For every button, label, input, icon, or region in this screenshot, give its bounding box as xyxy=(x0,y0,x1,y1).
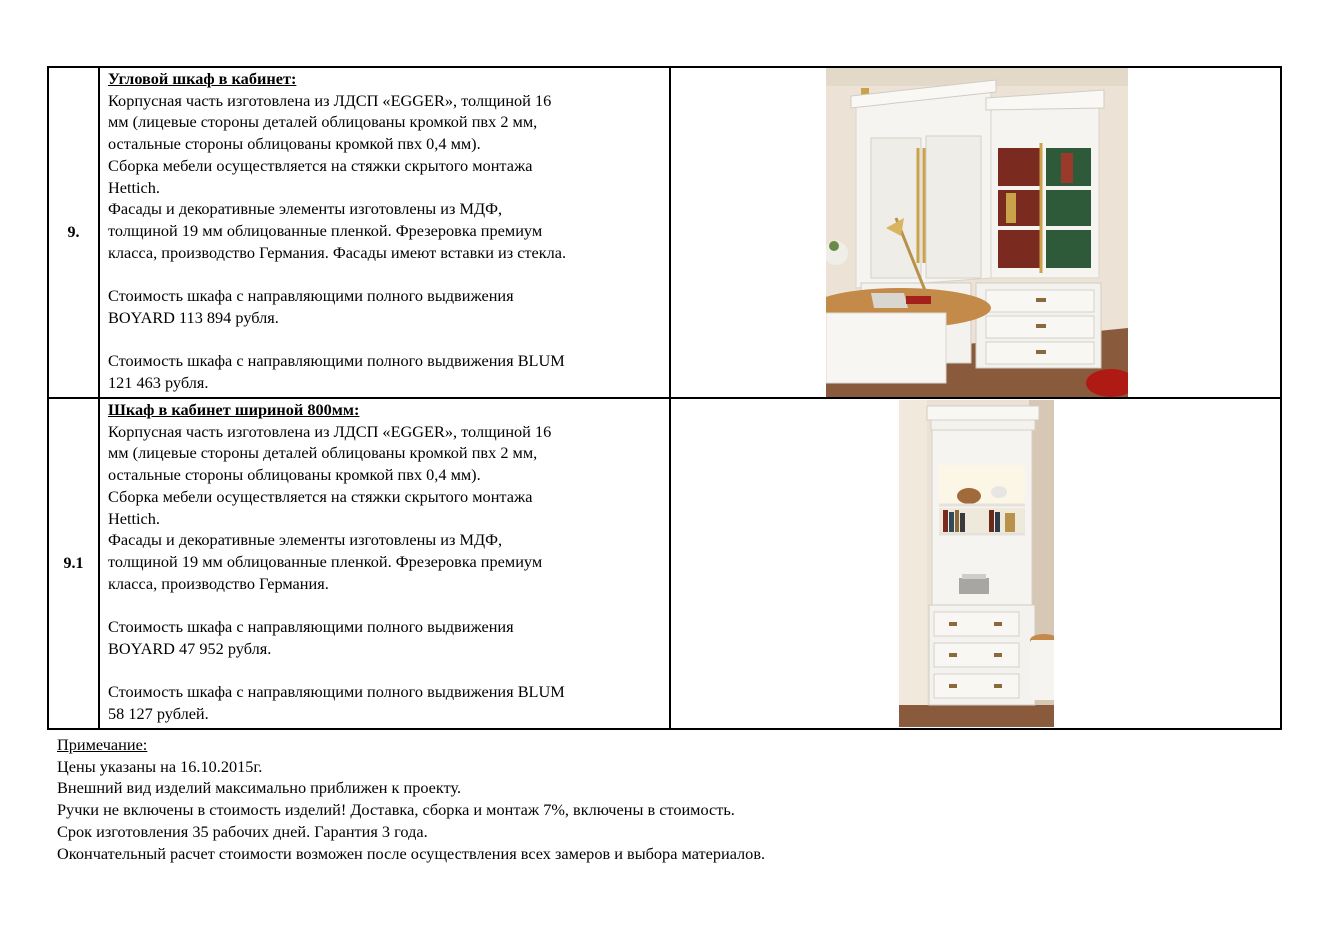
desc-line: толщиной 19 мм облицованные пленкой. Фрезеровка премиум xyxy=(108,220,543,240)
note-line: Цены указаны на 16.10.2015г. xyxy=(57,756,263,776)
product-image-cell xyxy=(670,398,1281,729)
desc-line: класса, производство Германия. Фасады имеют вставки из стекла. xyxy=(108,242,567,262)
item-title: Угловой шкаф в кабинет: xyxy=(108,69,297,88)
table-row xyxy=(48,67,1281,398)
price-boyard-value: BOYARD 47 952 рубля. xyxy=(108,638,272,658)
desc-line: Фасады и декоративные элементы изготовлены из МДФ, xyxy=(108,199,503,219)
desc-line: мм (лицевые стороны деталей облицованы кромкой пвх 2 мм, xyxy=(108,112,538,132)
product-table xyxy=(47,66,1282,730)
desc-line: мм (лицевые стороны деталей облицованы кромкой пвх 2 мм, xyxy=(108,443,538,463)
desc-line: Сборка мебели осуществляется на стяжки скрытого монтажа xyxy=(108,155,533,175)
price-boyard: Стоимость шкафа с направляющими полного выдвижения xyxy=(108,617,514,637)
price-blum: Стоимость шкафа с направляющими полного выдвижения BLUM xyxy=(108,682,565,702)
desc-line: толщиной 19 мм облицованные пленкой. Фрезеровка премиум xyxy=(108,551,543,571)
desc-line: Корпусная часть изготовлена из ЛДСП «EGGER», толщиной 16 xyxy=(108,90,552,110)
item-number: 9.1 xyxy=(48,398,99,729)
corner-cabinet-image xyxy=(826,68,1128,397)
notes-heading: Примечание: xyxy=(57,735,148,754)
desc-line: Hettich. xyxy=(108,508,160,528)
desc-line: Фасады и декоративные элементы изготовлены из МДФ, xyxy=(108,530,503,550)
table-row xyxy=(48,398,1281,729)
price-boyard-value: BOYARD 113 894 рубля. xyxy=(108,307,279,327)
note-line: Ручки не включены в стоимость изделий! Доставка, сборка и монтаж 7%, включены в стоимость. xyxy=(57,800,735,820)
item-title: Шкаф в кабинет шириной 800мм: xyxy=(108,400,360,419)
price-blum-value: 121 463 рубля. xyxy=(108,372,209,392)
item-number: 9. xyxy=(48,67,99,398)
bookcase-cabinet-image xyxy=(899,400,1054,727)
price-blum: Стоимость шкафа с направляющими полного выдвижения BLUM xyxy=(108,351,565,371)
notes-section xyxy=(57,734,765,864)
desc-line: Hettich. xyxy=(108,177,160,197)
price-blum-value: 58 127 рублей. xyxy=(108,703,209,723)
desc-line: класса, производство Германия. xyxy=(108,573,329,593)
item-description xyxy=(99,67,670,398)
item-description xyxy=(99,398,670,729)
note-line: Срок изготовления 35 рабочих дней. Гарантия 3 года. xyxy=(57,821,428,841)
desc-line: Сборка мебели осуществляется на стяжки скрытого монтажа xyxy=(108,486,533,506)
desc-line: остальные стороны облицованы кромкой пвх 0,4 мм). xyxy=(108,465,481,485)
note-line: Внешний вид изделий максимально приближен к проекту. xyxy=(57,778,462,798)
product-image-cell xyxy=(670,67,1281,398)
desc-line: Корпусная часть изготовлена из ЛДСП «EGGER», толщиной 16 xyxy=(108,421,552,441)
desc-line: остальные стороны облицованы кромкой пвх 0,4 мм). xyxy=(108,134,481,154)
note-line: Окончательный расчет стоимости возможен после осуществления всех замеров и выбора материалов. xyxy=(57,843,766,863)
price-boyard: Стоимость шкафа с направляющими полного выдвижения xyxy=(108,286,514,306)
